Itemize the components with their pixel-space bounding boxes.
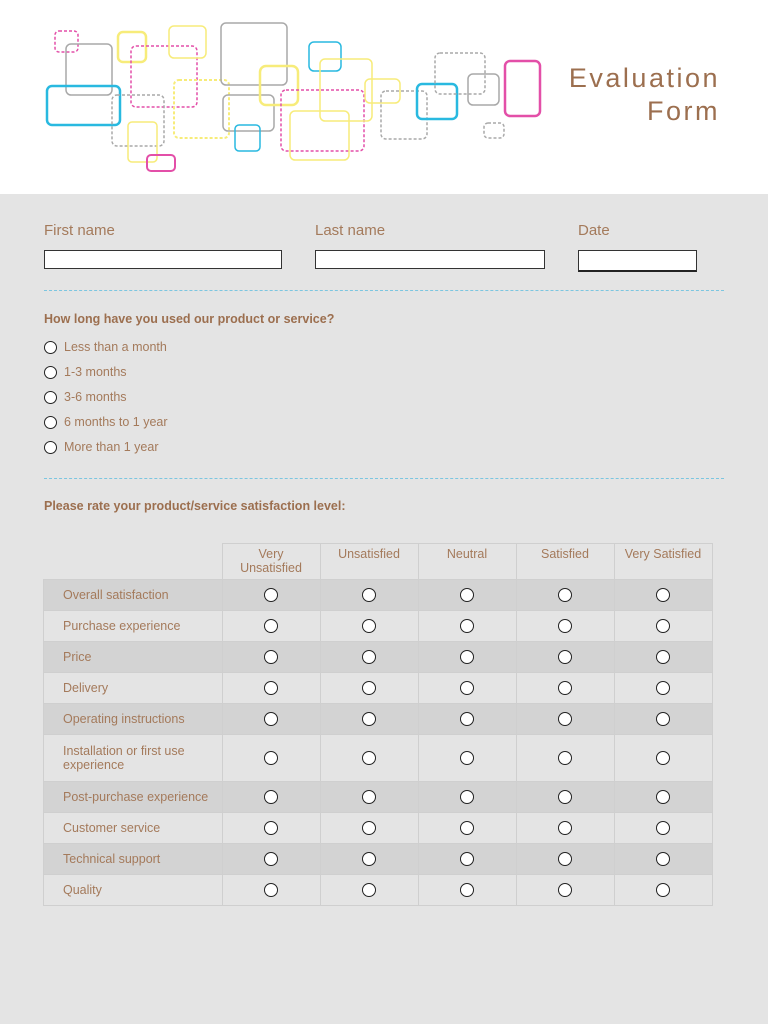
rating-cell	[320, 813, 418, 844]
rating-radio-button[interactable]	[362, 712, 376, 726]
rating-row	[44, 642, 713, 673]
rating-radio-button[interactable]	[558, 821, 572, 835]
rating-cell	[320, 735, 418, 782]
rating-radio-button[interactable]	[264, 852, 278, 866]
usage-option-label: Less than a month	[64, 340, 167, 354]
rating-cell	[222, 642, 320, 673]
rating-row	[44, 844, 713, 875]
rating-row	[44, 611, 713, 642]
rating-row	[44, 704, 713, 735]
rating-radio-button[interactable]	[656, 852, 670, 866]
rating-cell	[516, 580, 614, 611]
rating-radio-button[interactable]	[656, 681, 670, 695]
rating-radio-button[interactable]	[558, 883, 572, 897]
rating-radio-button[interactable]	[656, 883, 670, 897]
rating-cell	[320, 844, 418, 875]
rating-row	[44, 813, 713, 844]
rating-cell	[418, 735, 516, 782]
rating-column-header: Very Unsatisfied	[222, 544, 320, 580]
rating-cell	[614, 673, 712, 704]
rating-radio-button[interactable]	[558, 852, 572, 866]
rating-radio-button[interactable]	[460, 681, 474, 695]
rating-radio-button[interactable]	[558, 790, 572, 804]
rating-radio-button[interactable]	[264, 790, 278, 804]
rating-cell	[516, 735, 614, 782]
rating-column-header: Unsatisfied	[320, 544, 418, 580]
rating-cell	[516, 611, 614, 642]
rating-radio-button[interactable]	[460, 790, 474, 804]
radio-button[interactable]	[44, 416, 57, 429]
rating-cell	[614, 642, 712, 673]
rating-column-header: Very Satisfied	[614, 544, 712, 580]
rating-cell	[320, 782, 418, 813]
rating-radio-button[interactable]	[264, 883, 278, 897]
rating-cell	[418, 580, 516, 611]
rating-cell	[418, 813, 516, 844]
rating-radio-button[interactable]	[558, 619, 572, 633]
rating-row	[44, 875, 713, 906]
rating-cell	[320, 673, 418, 704]
rating-radio-button[interactable]	[460, 852, 474, 866]
rating-radio-button[interactable]	[656, 790, 670, 804]
rating-row	[44, 580, 713, 611]
rating-cell	[320, 611, 418, 642]
rating-table	[43, 543, 713, 906]
section-divider	[44, 478, 724, 479]
form-title-line1: Evaluation	[568, 63, 720, 93]
rating-cell	[614, 735, 712, 782]
rating-header-blank	[44, 544, 223, 580]
rating-radio-button[interactable]	[656, 588, 670, 602]
rating-cell	[614, 704, 712, 735]
rating-column-header: Satisfied	[516, 544, 614, 580]
decorative-squares-graphic	[0, 0, 560, 194]
rating-cell	[320, 704, 418, 735]
usage-option[interactable]	[44, 387, 127, 407]
rating-cell	[222, 673, 320, 704]
first-name-label: First name	[44, 222, 115, 239]
usage-option-label: More than 1 year	[64, 440, 159, 454]
rating-radio-button[interactable]	[362, 650, 376, 664]
rating-radio-button[interactable]	[362, 681, 376, 695]
rating-row-label: Operating instructions	[44, 704, 223, 735]
rating-cell	[418, 611, 516, 642]
rating-cell	[418, 844, 516, 875]
header-banner	[0, 0, 768, 194]
usage-option-label: 3-6 months	[64, 390, 127, 404]
rating-cell	[614, 813, 712, 844]
rating-radio-button[interactable]	[264, 712, 278, 726]
last-name-label: Last name	[315, 222, 386, 239]
radio-button[interactable]	[44, 391, 57, 404]
rating-row-label: Delivery	[44, 673, 223, 704]
rating-cell	[320, 580, 418, 611]
form-title	[569, 62, 720, 128]
usage-option[interactable]	[44, 437, 159, 457]
rating-radio-button[interactable]	[558, 650, 572, 664]
rating-row-label: Quality	[44, 875, 223, 906]
usage-option[interactable]	[44, 362, 127, 382]
rating-cell	[516, 844, 614, 875]
rating-question: Please rate your product/service satisfaction level:	[44, 499, 346, 513]
rating-cell	[614, 875, 712, 906]
usage-option[interactable]	[44, 412, 168, 432]
rating-row	[44, 673, 713, 704]
rating-cell	[516, 673, 614, 704]
rating-cell	[418, 782, 516, 813]
rating-header-row	[44, 544, 713, 580]
rating-radio-button[interactable]	[460, 619, 474, 633]
rating-radio-button[interactable]	[656, 751, 670, 765]
rating-cell	[418, 875, 516, 906]
rating-cell	[222, 875, 320, 906]
rating-radio-button[interactable]	[362, 821, 376, 835]
rating-cell	[320, 875, 418, 906]
rating-cell	[222, 611, 320, 642]
rating-radio-button[interactable]	[460, 650, 474, 664]
rating-row-label: Purchase experience	[44, 611, 223, 642]
rating-cell	[418, 704, 516, 735]
rating-cell	[418, 642, 516, 673]
usage-option-label: 6 months to 1 year	[64, 415, 168, 429]
rating-row-label: Customer service	[44, 813, 223, 844]
rating-cell	[222, 704, 320, 735]
rating-cell	[222, 782, 320, 813]
rating-cell	[222, 844, 320, 875]
rating-row-label: Technical support	[44, 844, 223, 875]
section-divider	[44, 290, 724, 291]
rating-radio-button[interactable]	[460, 751, 474, 765]
rating-radio-button[interactable]	[264, 751, 278, 765]
rating-radio-button[interactable]	[264, 588, 278, 602]
rating-radio-button[interactable]	[558, 681, 572, 695]
radio-button[interactable]	[44, 341, 57, 354]
form-title-line2: Form	[647, 96, 720, 126]
rating-row	[44, 735, 713, 782]
radio-button[interactable]	[44, 441, 57, 454]
rating-radio-button[interactable]	[460, 712, 474, 726]
rating-cell	[614, 611, 712, 642]
rating-radio-button[interactable]	[362, 883, 376, 897]
rating-cell	[614, 782, 712, 813]
rating-radio-button[interactable]	[362, 619, 376, 633]
rating-cell	[516, 704, 614, 735]
rating-cell	[516, 782, 614, 813]
rating-radio-button[interactable]	[362, 588, 376, 602]
rating-cell	[614, 844, 712, 875]
rating-radio-button[interactable]	[558, 751, 572, 765]
rating-radio-button[interactable]	[264, 650, 278, 664]
rating-radio-button[interactable]	[362, 790, 376, 804]
rating-radio-button[interactable]	[558, 712, 572, 726]
rating-cell	[320, 642, 418, 673]
rating-radio-button[interactable]	[656, 650, 670, 664]
usage-option-label: 1-3 months	[64, 365, 127, 379]
rating-row-label: Post-purchase experience	[44, 782, 223, 813]
rating-column-header: Neutral	[418, 544, 516, 580]
rating-radio-button[interactable]	[264, 681, 278, 695]
rating-radio-button[interactable]	[264, 821, 278, 835]
radio-button[interactable]	[44, 366, 57, 379]
usage-option[interactable]	[44, 337, 167, 357]
rating-cell	[222, 580, 320, 611]
last-name-field[interactable]	[315, 250, 545, 269]
rating-cell	[222, 813, 320, 844]
rating-radio-button[interactable]	[656, 821, 670, 835]
rating-cell	[516, 813, 614, 844]
rating-row-label: Price	[44, 642, 223, 673]
rating-radio-button[interactable]	[264, 619, 278, 633]
rating-radio-button[interactable]	[362, 751, 376, 765]
usage-question: How long have you used our product or service?	[44, 312, 335, 326]
rating-cell	[614, 580, 712, 611]
date-field[interactable]	[578, 250, 697, 272]
rating-radio-button[interactable]	[558, 588, 572, 602]
rating-radio-button[interactable]	[656, 619, 670, 633]
rating-radio-button[interactable]	[362, 852, 376, 866]
first-name-field[interactable]	[44, 250, 282, 269]
rating-cell	[418, 673, 516, 704]
rating-cell	[222, 735, 320, 782]
rating-radio-button[interactable]	[460, 821, 474, 835]
rating-radio-button[interactable]	[460, 883, 474, 897]
rating-radio-button[interactable]	[656, 712, 670, 726]
rating-row	[44, 782, 713, 813]
rating-row-label: Installation or first use experience	[44, 735, 223, 782]
rating-cell	[516, 642, 614, 673]
rating-row-label: Overall satisfaction	[44, 580, 223, 611]
rating-radio-button[interactable]	[460, 588, 474, 602]
rating-cell	[516, 875, 614, 906]
date-label: Date	[578, 222, 610, 239]
